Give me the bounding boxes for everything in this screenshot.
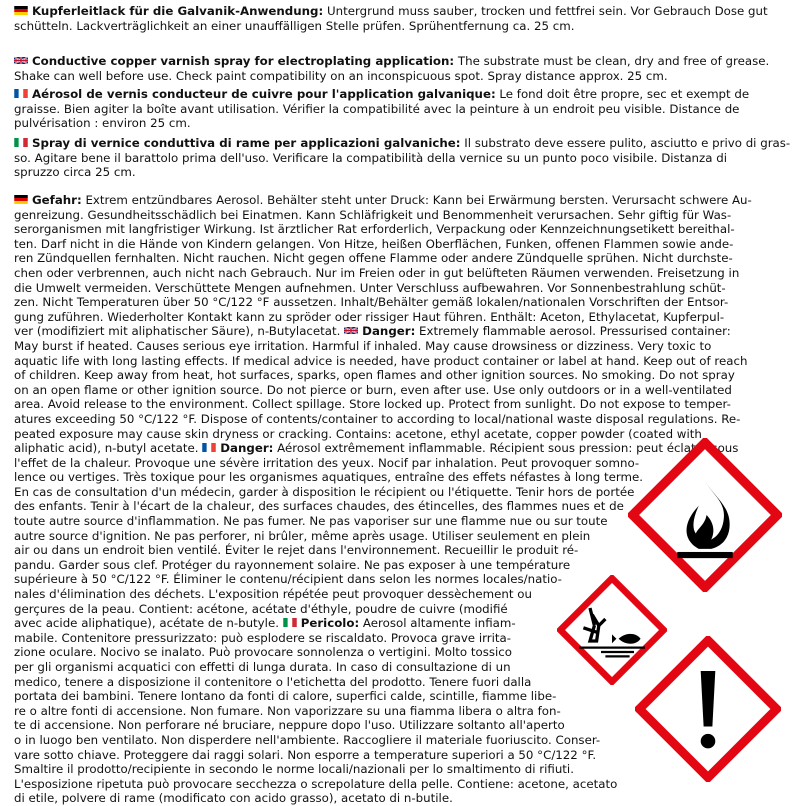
flag-fr-icon	[14, 89, 28, 98]
hazard-it-line: medico, tenere a disposizione il contenitore o l'etichetta del prodotto. Tenere fuori dalla	[14, 674, 532, 689]
flag-fr-icon	[202, 443, 216, 452]
hazard-it-line: Smaltire il prodotto/recipiente in secondo le norme locali/nazionali per lo smaltimento di rifiuti.	[14, 762, 574, 777]
hazard-fr-line: supérieure à 50 °C/122 °F. Éliminer le contenu/récipient dans selon les normes locales/natio-	[14, 572, 562, 587]
hazard-de-line: gung zuführen. Wiederholter Kontakt kann zu spröder oder rissiger Haut führen. Enthält: Aceton, Ethylacetat, Kupferpul-	[14, 309, 725, 324]
hazard-de-line: chen oder verbrennen, auch nicht nach Gebrauch. Nur im Freien oder in gut belüfteten Räumen verwenden. Freisetzung in	[14, 265, 740, 280]
hazard-it-line: di etile, polvere di rame (modificato con acido grasso), acetato di n-butile.	[14, 791, 453, 806]
hazard-en-line: atures exceeding 50 °C/122 °F. Dispose of contents/container to according to local/national waste disposal regulations. Re-	[14, 411, 741, 426]
hazard-it-line: mabile. Contenitore pressurizzato: può esplodere se riscaldato. Provoca grave irrita-	[14, 630, 511, 645]
intro-fr-line: Le fond doit être propre, sec et exempt de	[495, 87, 750, 101]
hazard-it-line: re o altre fonti di accensione. Non fumare. Non vaporizzare su una fiamma libera o altra fon-	[14, 703, 561, 718]
hazard-de-line: die Umwelt vermeiden. Verschüttete Mengen aufnehmen. Unter Verschluss aufbewahren. Vor Sonnenbestrahlung schüt-	[14, 280, 726, 295]
intro-it-line: so. Agitare bene il barattolo prima dell'uso. Verificare la compatibilità della vernice su un punto poco visibile. Distanza di	[14, 150, 727, 165]
hazard-en-line: May burst if heated. Causes serious eye irritation. Harmful if inhaled. May cause drowsiness or dizziness. Very toxic to	[14, 338, 712, 353]
intro-fr-title: Aérosol de vernis conducteur de cuivre pour l'application galvanique:	[32, 87, 496, 101]
hazard-en-line: area. Avoid release to the environment. Collect spillage. Store locked up. Protect from sunlight. Do not expose to temper-	[14, 397, 731, 412]
flag-uk-icon	[14, 56, 28, 65]
hazard-it-title: Pericolo:	[300, 616, 360, 631]
hazard-en-line: of children. Keep away from heat, hot surfaces, sparks, open flames and other ignition sources. No smoking. Do not spray	[14, 368, 735, 383]
intro-it-title: Spray di vernice conduttiva di rame per applicazioni galvaniche:	[32, 136, 461, 150]
intro-de	[14, 4, 784, 33]
flag-de-icon	[14, 6, 28, 15]
hazard-de-line: zen. Nicht Temperaturen über 50 °C/122 °F aussetzen. Inhalt/Behälter gemäß lokalen/nationalen Vorschriften der Entsor-	[14, 295, 729, 310]
hazard-it-line: per gli organismi acquatici con effetti di lunga durata. In caso di consultazione di un	[14, 660, 511, 674]
hazard-fr-line: lence ou vertiges. Très toxique pour les organismes aquatiques, entraîne des effets néfastes à long terme.	[14, 470, 644, 485]
hazard-fr-line: pandu. Garder sous clef. Protéger du rayonnement solaire. Ne pas exposer à une température	[14, 557, 571, 572]
hazard-it-line: zione oculare. Nocivo se inalato. Può provocare sonnolenza o vertigini. Molto tossico	[14, 645, 512, 660]
intro-en-line: The substrate must be clean, dry and free of grease.	[454, 54, 770, 68]
hazard-de-line: genreizung. Gesundheitsschädlich bei Einatmen. Kann Schläfrigkeit und Benommenheit verursachen. Sehr giftig für Was-	[14, 207, 732, 222]
hazard-fr-line: air ou dans un endroit bien ventilé. Éviter le rejet dans l'environnement. Recueillir le produit ré-	[14, 543, 579, 558]
hazard-de-line: ren Zündquellen fernhalten. Nicht rauchen. Nicht gegen offene Flamme oder andere Zündquelle sprühen. Nicht durchste-	[14, 251, 733, 266]
hazard-en-line: Extremely flammable aerosol. Pressurised container:	[415, 324, 731, 339]
intro-fr	[14, 87, 784, 131]
intro-en	[14, 54, 784, 83]
intro-it	[14, 136, 791, 180]
hazard-de-line: serorganismen mit langfristiger Wirkung. Ist ärztlicher Rat erforderlich, Verpackung oder Kennzeichnungsetikett bereithal-	[14, 222, 735, 237]
hazard-de-title: Gefahr:	[32, 193, 82, 207]
hazard-it-line: o in luogo ben ventilato. Non disperdere nell'ambiente. Raccogliere il materiale fuoriuscito. Conser-	[14, 732, 601, 747]
hazard-fr-line: Aérosol extrêmement inflammable. Récipient sous pression: peut éclater sous	[273, 441, 739, 456]
hazard-fr-line: autre source d'ignition. Ne pas perforer, ni brûler, même après usage. Utiliser seulement en plein	[14, 528, 591, 543]
flag-de-icon	[14, 195, 28, 204]
flame-icon	[628, 438, 782, 592]
hazard-en-line: on an open flame or other ignition source. Do not pierce or burn, even after use. Use only outdoors or in a well-ventilated	[14, 382, 732, 397]
hazard-fr-line: nales d'élimination des déchets. L'exposition répétée peut provoquer dessèchement ou	[14, 587, 532, 602]
flag-it-icon	[283, 618, 297, 627]
intro-it-line: spruzzo circa 25 cm.	[14, 165, 136, 180]
flag-it-icon	[14, 138, 28, 147]
hazard-it-line: L'esposizione ripetuta può provocare secchezza o screpolature della pelle. Contiene: acetone, acetato	[14, 776, 618, 791]
intro-it-line: Il substrato deve essere pulito, asciutto e privo di gras-	[460, 136, 791, 150]
intro-fr-line: graisse. Bien agiter la boîte avant utilisation. Vérifier la compatibilité avec la peinture à un endroit peu visible. Distance de	[14, 101, 740, 116]
flag-uk-icon	[344, 326, 358, 335]
exclamation-icon	[635, 636, 781, 782]
hazard-it-line: portata dei bambini. Tenere lontano da fonti di calore, superfici calde, scintille, fiamme libe-	[14, 689, 557, 704]
hazard-fr-line: toute autre source d'inflammation. Ne pas fumer. Ne pas vaporiser sur une flamme nue ou sur toute	[14, 514, 608, 529]
intro-de-title: Kupferleitlack für die Galvanik-Anwendung:	[32, 4, 324, 18]
hazard-en-line: peated exposure may cause skin dryness or cracking. Contains: acetone, ethyl acetate, copper powder (coated with	[14, 426, 702, 441]
intro-de-line: Untergrund muss sauber, trocken und fettfrei sein. Vor Gebrauch Dose gut	[323, 4, 768, 18]
intro-en-line: Shake can well before use. Check paint compatibility on an inconspicuous spot. Spray distance approx. 25 cm.	[14, 68, 668, 83]
hazard-fr-line: l'effet de la chaleur. Provoque une sévère irritation des yeux. Nocif par inhalation. Peut provoquer somno-	[14, 455, 640, 470]
hazard-fr-line: des enfants. Tenir à l'écart de la chaleur, des surfaces chaudes, des étincelles, des flammes nues et de	[14, 499, 624, 514]
intro-fr-line: pulvérisation : environ 25 cm.	[14, 116, 191, 131]
hazard-de-line: Extrem entzündbares Aerosol. Behälter steht unter Druck: Kann bei Erwärmung bersten. Verursacht schwere Au-	[81, 193, 752, 207]
hazard-fr-line: En cas de consultation d'un médecin, garder à disposition le récipient ou l'étiquette. Tenir hors de portée	[14, 484, 635, 499]
hazard-fr-title: Danger:	[220, 441, 274, 456]
hazard-it-line: Aerosol altamente infiam-	[359, 616, 516, 631]
intro-en-title: Conductive copper varnish spray for electroplating application:	[32, 54, 455, 68]
intro-de-line: schütteln. Lackverträglichkeit an einer unauffälligen Stelle prüfen. Sprühentfernung ca. 25 cm.	[14, 18, 575, 33]
hazard-it-line: vare sotto chiave. Proteggere dai raggi solari. Non esporre a temperature superiori a 50 °C/122 °F.	[14, 747, 597, 762]
hazard-en-line: aquatic life with long lasting effects. If medical advice is needed, have product container or label at hand. Keep out of reach	[14, 353, 748, 368]
hazard-de-line: ten. Darf nicht in die Hände von Kindern gelangen. Von Hitze, heißen Oberflächen, Funken, offenen Flammen sowie ande-	[14, 236, 734, 251]
hazard-en-title: Danger:	[362, 324, 416, 339]
hazard-de-line: ver (modifiziert mit aliphatischer Säure), n-Butylacetat.	[14, 324, 345, 339]
hazard-en-line: aliphatic acid), n-butyl acetate.	[14, 441, 203, 456]
hazard-it-line: te di accensione. Non perforare né bruciare, neppure dopo l'uso. Utilizzare soltanto all'aperto	[14, 718, 565, 733]
hazard-fr-line: avec acide aliphatique), acétate de n-butyle.	[14, 616, 283, 631]
hazard-fr-line: gerçures de la peau. Contient: acétone, acétate d'éthyle, poudre de cuivre (modifié	[14, 601, 508, 616]
